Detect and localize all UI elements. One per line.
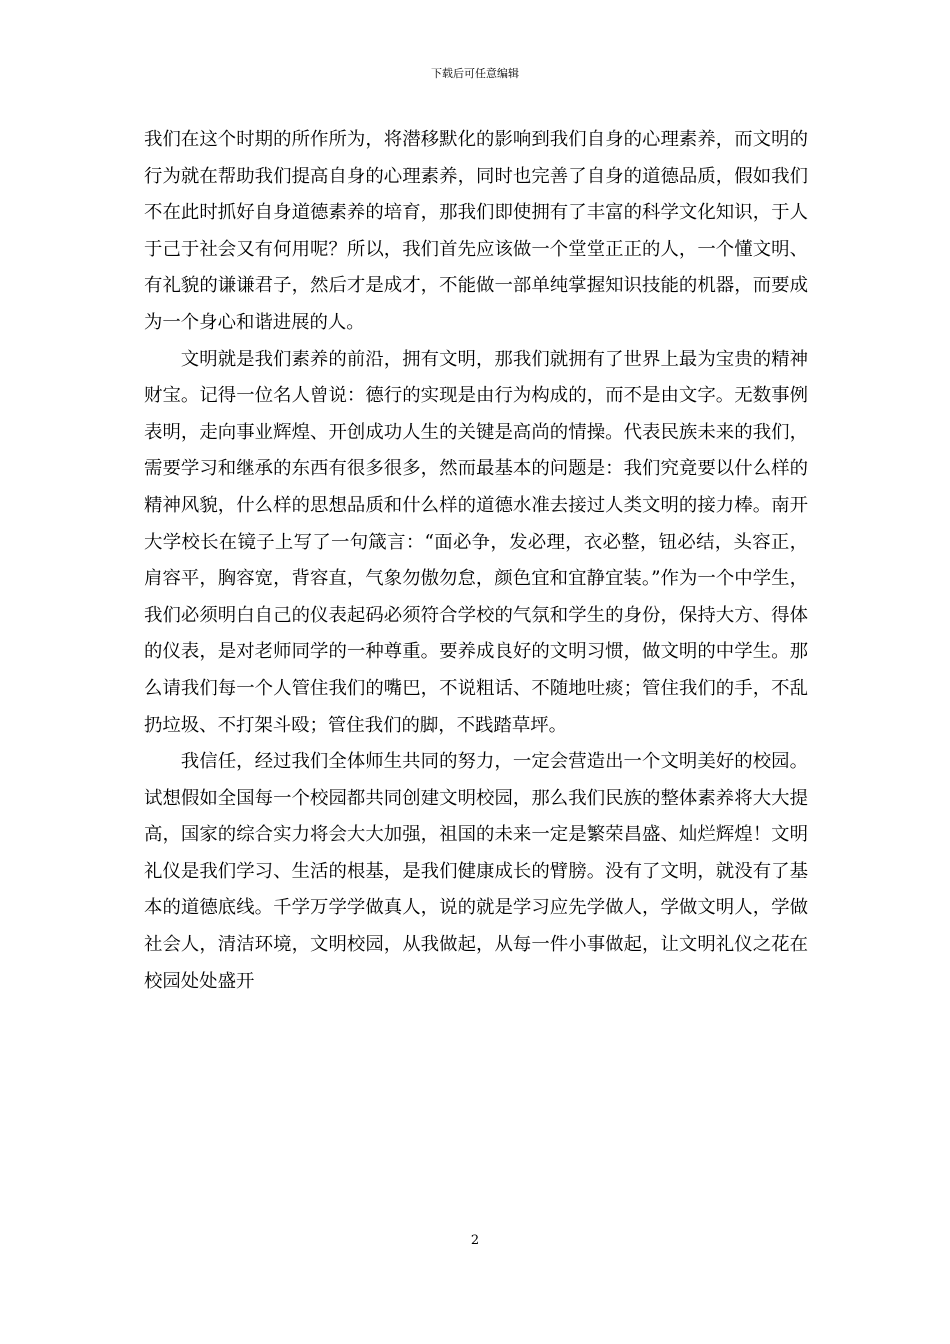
paragraph-2: 文明就是我们素养的前沿，拥有文明，那我们就拥有了世界上最为宝贵的精神财宝。记得一位名人曾说：德行的实现是由行为构成的，而不是由文字。无数事例表明，走向事业辉煌、开创成功人生的关键是高尚的情操。代表民族未来的我们，需要学习和继承的东西有很多很多，然而最基本的问题是：我们究竟要以什么样的精神风貌，什么样的思想品质和什么样的道德水准去接过人类文明的接力棒。南开大学校长在镜子上写了一句箴言：“面必争，发必理，衣必整，钮必结，头容正，肩容平，胸容宽，背容直，气象勿傲勿怠，颜色宜和宜静宜装。”作为一个中学生，我们必须明白自己的仪表起码必须符合学校的气氛和学生的身份，保持大方、得体的仪表，是对老师同学的一种尊重。要养成良好的文明习惯，做文明的中学生。那么请我们每一个人管住我们的嘴巴，不说粗话、不随地吐痰；管住我们的手，不乱扔垃圾、不打架斗殴；管住我们的脚，不践踏草坪。 [144, 348, 808, 736]
paragraph-3: 我信任，经过我们全体师生共同的努力，一定会营造出一个文明美好的校园。试想假如全国每一个校园都共同创建文明校园，那么我们民族的整体素养将大大提高，国家的综合实力将会大大加强，祖国的未来一定是繁荣昌盛、灿烂辉煌！文明礼仪是我们学习、生活的根基，是我们健康成长的臂膀。没有了文明，就没有了基本的道德底线。千学万学学做真人，说的就是学习应先学做人，学做文明人，学做社会人，清洁环境，文明校园，从我做起，从每一件小事做起，让文明礼仪之花在校园处处盛开 [144, 751, 808, 992]
page-header: 下载后可任意编辑 [431, 67, 519, 80]
page-number: 2 [470, 1233, 480, 1248]
paragraph-1: 我们在这个时期的所作所为，将潜移默化的影响到我们自身的心理素养，而文明的行为就在帮助我们提高自身的心理素养，同时也完善了自身的道德品质，假如我们不在此时抓好自身道德素养的培育，那我们即使拥有了丰富的科学文化知识，于人于己于社会又有何用呢？所以，我们首先应该做一个堂堂正正的人，一个懂文明、有礼貌的谦谦君子，然后才是成才，不能做一部单纯掌握知识技能的机器，而要成为一个身心和谐进展的人。 [144, 129, 808, 333]
document-body [144, 122, 808, 1000]
